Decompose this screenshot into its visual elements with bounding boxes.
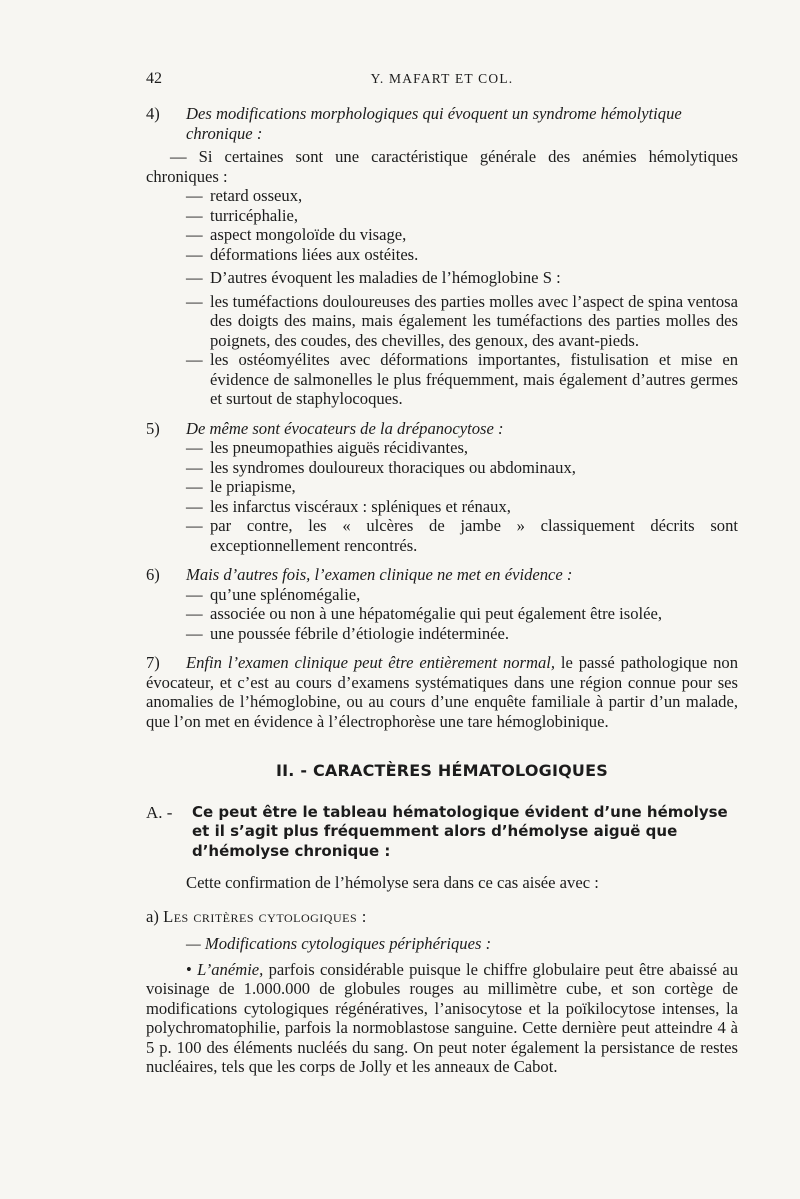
section-title: II. - CARACTÈRES HÉMATOLOGIQUES [276, 761, 608, 780]
dash-glyph: — [170, 147, 199, 166]
anemia-paragraph [146, 960, 738, 1077]
bullet-text: parfois considérable puisque le chiffre globulaire peut être abaissé au voisinage de 1.000.000 de globules rouges au millimètre cube, et son cortège de modifications cytologiques régénératives, l’anisocytose et la poïkilocytose intenses, la polychromatophilie, parfois la normoblastose sanguine. Cette dernière peut atteindre 4 à 5 p. 100 des éléments nucléés du sang. On peut noter également la persistance de restes nucléaires, tels que les corps de Jolly et les anneaux de Cabot. [146, 959, 738, 1076]
bullet-glyph: • [186, 959, 198, 979]
subsection-label: A. - [146, 802, 173, 822]
list-item: — les ostéomyélites avec déformations importantes, fistulisation et mise en évidence de salmonelles le plus fréquemment, mais également d’autres germes et surtout de staphylocoques. [186, 350, 738, 409]
item-number: 6) [146, 565, 160, 584]
list-item: — par contre, les « ulcères de jambe » classiquement décrits sont exceptionnellement rencontrés. [186, 516, 738, 555]
peripheral-heading-text: Modifications cytologiques périphériques : [204, 934, 492, 953]
dash-glyph: — [186, 934, 205, 953]
item-number: 5) [146, 418, 160, 438]
list-item: — les syndromes douloureux thoraciques ou abdominaux, [186, 458, 738, 478]
criteria-heading [146, 907, 738, 927]
peripheral-heading [146, 934, 738, 954]
list-item: — les infarctus viscéraux : spléniques et rénaux, [186, 497, 738, 517]
list-item: — les pneumopathies aiguës récidivantes, [186, 438, 738, 458]
item-title: Des modifications morphologiques qui évoquent un syndrome hémolytique chronique : [186, 104, 682, 143]
list-item: — retard osseux, [186, 186, 738, 206]
item-title: De même sont évocateurs de la drépanocytose : [186, 418, 504, 438]
item-5 [146, 419, 738, 556]
list-item: — turricéphalie, [186, 206, 738, 226]
list-item: — les tuméfactions douloureuses des parties molles avec l’aspect de spina ventosa des doigts des mains, mais également les tuméfactions des parties molles des poignets, des coudes, des chevilles, des genoux, des avant-pieds. [186, 292, 738, 351]
list-item: — associée ou non à une hépatomégalie qui peut également être isolée, [186, 604, 738, 624]
intro-text: Si certaines sont une caractéristique générale des anémies hémolytiques chroniques : [146, 147, 738, 186]
list-item: — une poussée fébrile d’étiologie indéterminée. [186, 624, 738, 644]
paragraph [146, 147, 738, 186]
criteria-prefix: a) [146, 906, 159, 926]
list-item: — le priapisme, [186, 477, 738, 497]
subsection-a [146, 803, 738, 862]
bullet-label: L’anémie, [197, 959, 264, 979]
item-text: le passé pathologique non évocateur, et c’est au cours d’examens systématiques dans une région connue pour ses anomalies de l’hémoglobine, ou au cours d’une enquête familiale à partir d’un malade, que l’on met en évidence à l’électrophorèse une tare hémoglobinique. [146, 653, 738, 731]
running-head: Y. MAFART ET COL. [370, 71, 514, 86]
item-number: 4) [146, 104, 160, 123]
criteria-label: Les critères cytologiques : [163, 906, 367, 926]
page-number: 42 [146, 70, 162, 87]
item-number: 7) [146, 653, 160, 672]
list-item: — qu’une splénomégalie, [186, 585, 738, 605]
list-item: — déformations liées aux ostéites. [186, 245, 738, 265]
item-7 [146, 653, 738, 731]
paragraph [146, 653, 738, 731]
intro-line [146, 147, 738, 186]
list-item: — D’autres évoquent les maladies de l’hémoglobine S : [186, 268, 738, 288]
confirmation-paragraph: Cette confirmation de l’hémolyse sera dans ce cas aisée avec : [186, 873, 599, 892]
page-header [146, 70, 738, 92]
item-4 [146, 104, 738, 409]
body-text [146, 104, 738, 1077]
subsection-text: Ce peut être le tableau hématologique évident d’une hémolyse et il s’agit plus fréquemment alors d’hémolyse aiguë que d’hémolyse chronique : [192, 802, 728, 860]
item-title: Mais d’autres fois, l’examen clinique ne met en évidence : [186, 565, 573, 584]
list-item: — aspect mongoloïde du visage, [186, 225, 738, 245]
item-title: Enfin l’examen clinique peut être entièrement normal, [186, 653, 556, 672]
item-6 [146, 565, 738, 643]
